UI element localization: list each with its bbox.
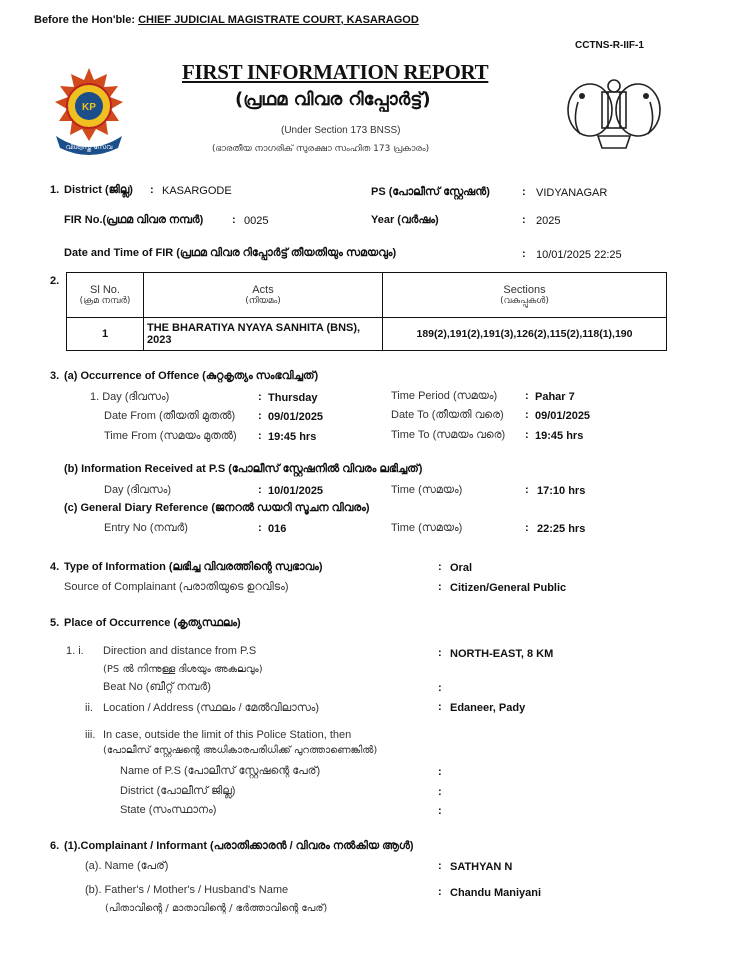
fir-label: FIR No.(പ്രഥമ വിവര നമ്പർ)	[64, 214, 204, 226]
court-line	[34, 14, 419, 26]
info-received-title: (b) Information Received at P.S (പോലീസ് സ്റ്റേഷനിൽ വിവരം ലഭിച്ചത്)	[64, 463, 423, 475]
other-district-label: District (പോലീസ് ജില്ല)	[120, 785, 236, 797]
time-to-value: 19:45 hrs	[535, 430, 584, 442]
year-value: 2025	[536, 215, 561, 227]
occurrence-title: (a) Occurrence of Offence (കുറ്റകൃത്യം സംഭവിച്ചത്)	[64, 370, 319, 382]
info-type-label: Type of Information (ലഭിച്ച വിവരത്തിന്റെ സ്വഭാവം)	[64, 561, 323, 573]
direction-value: NORTH-EAST, 8 KM	[450, 648, 554, 660]
date-from-label: Date From (തീയതി മുതൽ)	[104, 410, 236, 422]
header-acts-label: Acts	[252, 284, 274, 296]
source-value: Citizen/General Public	[450, 582, 567, 594]
header-sl-ml: (ക്രമ നമ്പർ)	[79, 296, 131, 306]
item-i-number: 1. i.	[66, 645, 84, 657]
colon: :	[438, 766, 442, 778]
colon: :	[150, 184, 154, 196]
colon: :	[522, 186, 526, 198]
time-from-label: Time From (സമയം മുതൽ)	[104, 430, 237, 442]
general-diary-title: (c) General Diary Reference (ജനറൽ ഡയറി സൂചന വിവരം)	[64, 502, 370, 514]
location-value: Edaneer, Pady	[450, 702, 526, 714]
item-ii-number: ii.	[85, 702, 93, 714]
location-label: Location / Address (സ്ഥലം / മേൽവിലാസം)	[103, 702, 320, 714]
father-name-label: (b). Father's / Mother's / Husband's Name	[85, 884, 289, 896]
header-sections	[383, 273, 667, 318]
colon: :	[258, 522, 262, 534]
received-day-label: Day (ദിവസം)	[104, 484, 172, 496]
header-sl	[67, 273, 144, 318]
section-note-ml: (ഭാരതീയ നാഗരിക് സുരക്ഷാ സംഹിത 173 പ്രകാരം)	[212, 144, 430, 154]
received-time-value: 17:10 hrs	[537, 485, 586, 497]
time-period-label: Time Period (സമയം)	[391, 390, 498, 402]
other-ps-name-label: Name of P.S (പോലീസ് സ്റ്റേഷന്റെ പേര്)	[120, 765, 321, 777]
received-day-value: 10/01/2025	[268, 485, 324, 497]
father-name-value: Chandu Maniyani	[450, 887, 542, 899]
complainant-title: (1).Complainant / Informant (പരാതിക്കാരൻ / വിവരം നൽകിയ ആൾ)	[64, 840, 414, 852]
colon: :	[525, 484, 529, 496]
header-acts-ml: (നിയമം)	[245, 296, 281, 306]
colon: :	[438, 561, 442, 573]
colon: :	[525, 409, 529, 421]
year-label: Year (വർഷം)	[371, 214, 439, 226]
date-from-value: 09/01/2025	[268, 411, 324, 423]
colon: :	[438, 682, 442, 694]
police-emblem-icon	[46, 66, 132, 158]
colon: :	[258, 430, 262, 442]
entry-no-value: 016	[268, 523, 287, 535]
time-from-value: 19:45 hrs	[268, 431, 317, 443]
colon: :	[232, 214, 236, 226]
colon: :	[438, 860, 442, 872]
entry-no-label: Entry No (നമ്പർ)	[104, 522, 188, 534]
header-sl-label: Sl No.	[90, 284, 120, 296]
district-value: KASARGODE	[162, 185, 232, 197]
father-name-label-ml: (പിതാവിന്റെ / മാതാവിന്റെ / ഭർത്താവിന്റെ പേര്)	[105, 903, 328, 914]
colon: :	[525, 522, 529, 534]
outside-limit-label: In case, outside the limit of this Police Station, then	[103, 729, 352, 741]
colon: :	[438, 805, 442, 817]
court-name: CHIEF JUDICIAL MAGISTRATE COURT, KASARAGOD	[138, 14, 419, 26]
section-4-number: 4.	[50, 561, 60, 573]
acts-sections-table	[66, 272, 667, 351]
day-value: Thursday	[268, 392, 318, 404]
row-sl: 1	[67, 318, 144, 351]
section-3-number: 3.	[50, 370, 60, 382]
header-sections-label: Sections	[503, 284, 546, 296]
ps-value: VIDYANAGAR	[536, 187, 608, 199]
section-2-number: 2.	[50, 275, 60, 287]
form-code: CCTNS-R-IIF-1	[575, 40, 644, 51]
court-prefix: Before the Hon'ble:	[34, 14, 136, 26]
ps-label: PS (പോലീസ് സ്റ്റേഷൻ)	[371, 186, 490, 198]
source-label: Source of Complainant (പരാതിയുടെ ഉറവിടം)	[64, 581, 289, 593]
other-state-label: State (സംസ്ഥാനം)	[120, 804, 217, 816]
colon: :	[525, 429, 529, 441]
fir-value: 0025	[244, 215, 269, 227]
info-type-value: Oral	[450, 562, 473, 574]
colon: :	[438, 786, 442, 798]
colon: :	[522, 214, 526, 226]
row-act: THE BHARATIYA NYAYA SANHITA (BNS), 2023	[144, 318, 383, 351]
direction-label-ml: (PS ൽ നിന്നുള്ള ദിശയും അകലവും)	[103, 664, 263, 675]
colon: :	[438, 581, 442, 593]
item-iii-number: iii.	[85, 729, 96, 741]
fir-datetime-label: Date and Time of FIR (പ്രഥമ വിവര റിപ്പോർട്ട് തീയതിയും സമയവും)	[64, 247, 397, 259]
date-to-label: Date To (തീയതി വരെ)	[391, 409, 504, 421]
direction-label: Direction and distance from P.S	[103, 645, 257, 657]
section-6-number: 6.	[50, 840, 60, 852]
gd-time-label: Time (സമയം)	[391, 522, 463, 534]
colon: :	[438, 701, 442, 713]
time-period-value: Pahar 7	[535, 391, 575, 403]
table-row	[67, 318, 667, 351]
section-5-number: 5.	[50, 617, 60, 629]
state-emblem-icon	[558, 72, 670, 154]
complainant-name-label: (a). Name (പേര്)	[85, 860, 169, 872]
section-note: (Under Section 173 BNSS)	[281, 125, 401, 136]
day-label: 1. Day (ദിവസം)	[90, 391, 170, 403]
date-to-value: 09/01/2025	[535, 410, 591, 422]
colon: :	[258, 391, 262, 403]
colon: :	[438, 886, 442, 898]
outside-limit-ml: (പോലീസ് സ്റ്റേഷന്റെ അധികാരപരിധിക്ക് പുറത്താണെങ്കിൽ)	[103, 745, 378, 756]
beat-label: Beat No (ബീറ്റ് നമ്പർ)	[103, 681, 211, 693]
colon: :	[522, 248, 526, 260]
report-title: FIRST INFORMATION REPORT	[182, 60, 489, 84]
complainant-name-value: SATHYAN N	[450, 861, 513, 873]
received-time-label: Time (സമയം)	[391, 484, 463, 496]
colon: :	[438, 647, 442, 659]
row-sections: 189(2),191(2),191(3),126(2),115(2),118(1),190	[383, 318, 667, 351]
colon: :	[258, 484, 262, 496]
place-title: Place of Occurrence (കൃത്യസ്ഥലം)	[64, 617, 241, 629]
header-sections-ml: (വകുപ്പുകൾ)	[500, 296, 549, 306]
emblem-inner-text: KP	[82, 102, 96, 113]
gd-time-value: 22:25 hrs	[537, 523, 586, 535]
table-header-row	[67, 273, 667, 318]
fir-datetime-value: 10/01/2025 22:25	[536, 249, 622, 261]
report-title-ml: (പ്രഥമ വിവര റിപ്പോർട്ട്)	[235, 89, 431, 110]
colon: :	[525, 390, 529, 402]
time-to-label: Time To (സമയം വരെ)	[391, 429, 506, 441]
district-label: District (ജില്ല)	[64, 184, 133, 196]
colon: :	[258, 410, 262, 422]
emblem-motto: വിശ്വസ്ത സേവ	[65, 143, 113, 151]
header-acts	[144, 273, 383, 318]
section-1-number: 1.	[50, 184, 60, 196]
